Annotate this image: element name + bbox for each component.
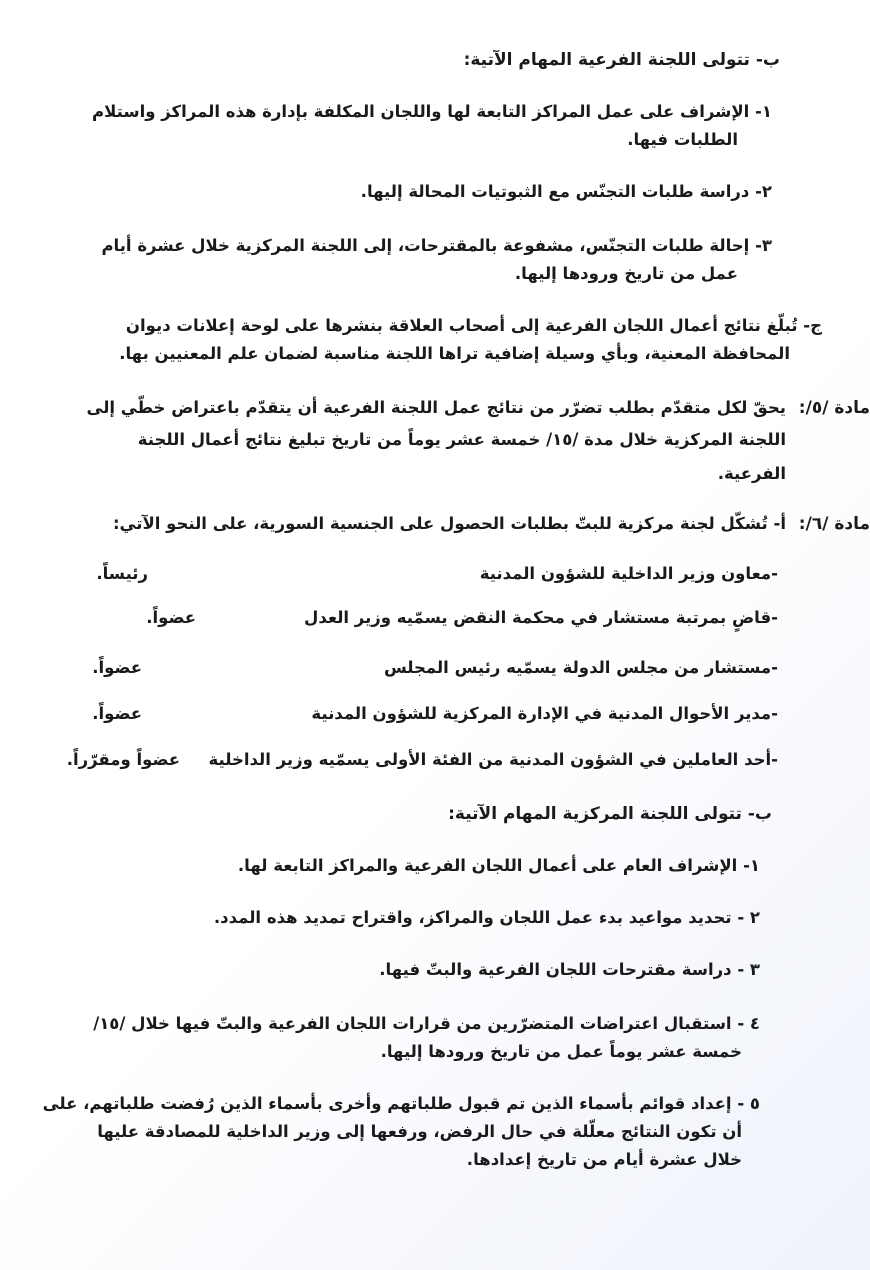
member-1-name: -معاون وزير الداخلية للشؤون المدنية: [479, 564, 778, 583]
item-b2-1-line1: ١- الإشراف العام على أعمال اللجان الفرعية والمراكز التابعة لها.: [237, 856, 760, 875]
section-b2-heading: ب- تتولى اللجنة المركزية المهام الآتية:: [448, 804, 772, 824]
item-b1-1-line2: الطلبات فيها.: [627, 130, 738, 149]
article6-label: مادة /٦/:: [798, 514, 870, 534]
item-b1-2-line1: ٢- دراسة طلبات التجنّس مع الثبوتيات المحالة إليها.: [360, 182, 772, 201]
article5-label: مادة /٥/:: [798, 398, 870, 418]
item-b2-4-line2: خمسة عشر يوماً عمل من تاريخ ورودها إليها.: [380, 1042, 742, 1061]
member-4-role: عضواً.: [92, 704, 142, 723]
item-b2-2-line1: ٢ - تحديد مواعيد بدء عمل اللجان والمراكز، واقتراح تمديد هذه المدد.: [213, 908, 760, 927]
member-3-name: -مستشار من مجلس الدولة يسمّيه رئيس المجلس: [383, 658, 778, 677]
item-b1-3-line2: عمل من تاريخ ورودها إليها.: [514, 264, 738, 283]
section-c-line1: ج- تُبلّغ نتائج أعمال اللجان الفرعية إلى أصحاب العلاقة بنشرها على لوحة إعلانات ديوان: [125, 316, 822, 335]
item-b1-3-line1: ٣- إحالة طلبات التجنّس، مشفوعة بالمقترحات، إلى اللجنة المركزية خلال عشرة أيام: [101, 236, 772, 255]
article6-intro: أ- تُشكّل لجنة مركزية للبتّ بطلبات الحصول على الجنسية السورية، على النحو الآتي:: [112, 514, 786, 533]
article5-line2: اللجنة المركزية خلال مدة /١٥/ خمسة عشر يوماً من تاريخ تبليغ نتائج أعمال اللجنة: [137, 430, 786, 449]
member-3-role: عضواً.: [92, 658, 142, 677]
member-4-name: -مدير الأحوال المدنية في الإدارة المركزية للشؤون المدنية: [311, 704, 778, 723]
item-b1-1-line1: ١- الإشراف على عمل المراكز التابعة لها واللجان المكلفة بإدارة هذه المراكز واستلام: [92, 102, 772, 121]
section-c-line2: المحافظة المعنية، وبأي وسيلة إضافية تراها اللجنة مناسبة لضمان علم المعنيين بها.: [119, 344, 790, 363]
item-b2-5-line3: خلال عشرة أيام من تاريخ إعدادها.: [466, 1150, 742, 1169]
item-b2-5-line2: أن تكون النتائج معلّلة في حال الرفض، ورفعها إلى وزير الداخلية للمصادقة عليها: [97, 1122, 742, 1141]
article5-line1: يحقّ لكل متقدّم بطلب تضرّر من نتائج عمل اللجنة الفرعية أن يتقدّم باعتراض خطّي إلى: [86, 398, 786, 417]
member-1-role: رئيساً.: [96, 564, 148, 583]
section-b1-heading: ب- تتولى اللجنة الفرعية المهام الآتية:: [463, 50, 780, 70]
item-b2-3-line1: ٣ - دراسة مقترحات اللجان الفرعية والبتّ فيها.: [379, 960, 760, 979]
item-b2-5-line1: ٥ - إعداد قوائم بأسماء الذين تم قبول طلباتهم وأخرى بأسماء الذين رُفضت طلباتهم، على: [42, 1094, 760, 1113]
member-5-role: عضواً ومقرّراً.: [66, 750, 180, 769]
article5-line3: الفرعية.: [717, 464, 786, 483]
item-b2-4-line1: ٤ - استقبال اعتراضات المتضرّرين من قرارات اللجان الفرعية والبتّ فيها خلال /١٥/: [93, 1014, 760, 1033]
member-5-name: -أحد العاملين في الشؤون المدنية من الفئة الأولى يسمّيه وزير الداخلية: [208, 750, 778, 769]
member-2-name: -قاضٍ بمرتبة مستشار في محكمة النقض يسمّيه وزير العدل: [304, 608, 778, 627]
member-2-role: عضواً.: [146, 608, 196, 627]
